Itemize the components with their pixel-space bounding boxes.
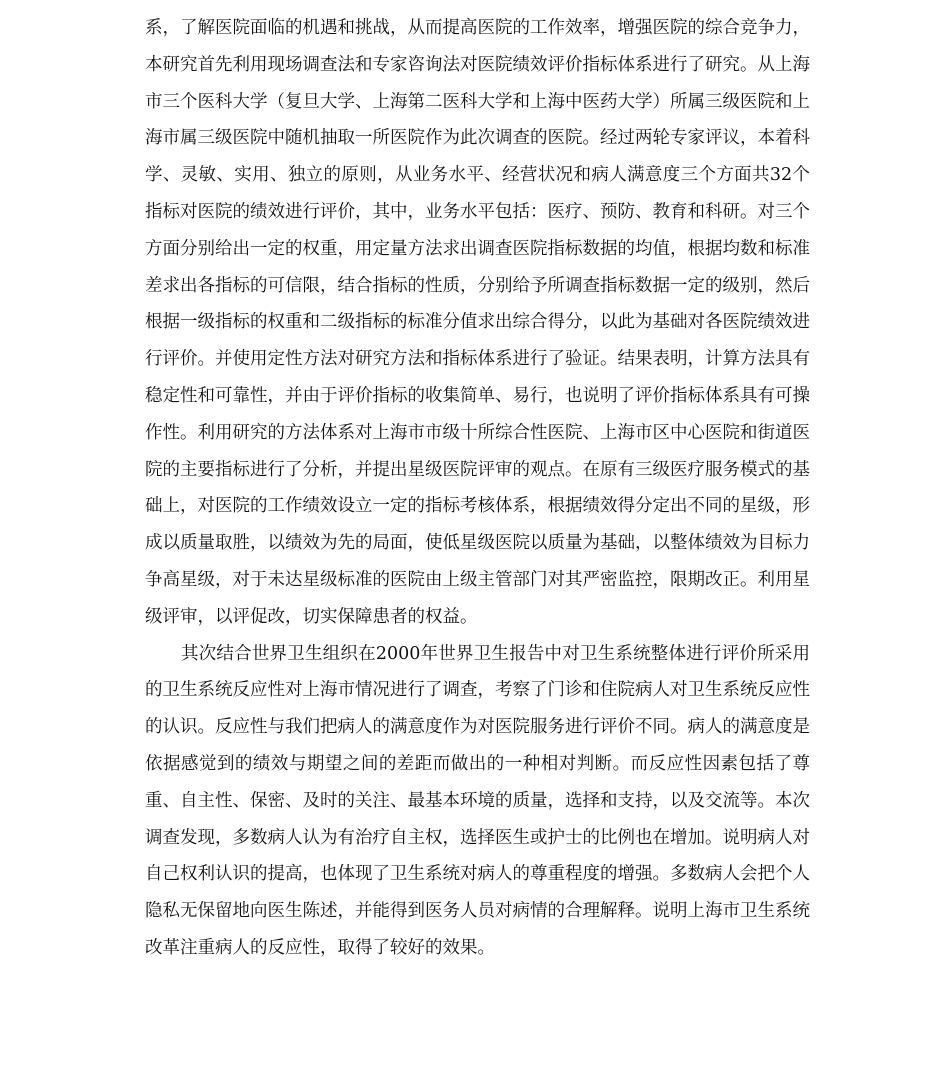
paragraph-continued: 系，了解医院面临的机遇和挑战，从而提高医院的工作效率，增强医院的综合竞争力，本研究首先利用现场调查法和专家咨询法对医院绩效评价指标体系进行了研究。从上海市三个医科大学（复旦大学、上海第二医科大学和上海中医药大学）所属三级医院和上海市属三级医院中随机抽取一所医院作为此次调查的医院。经过两轮专家评议，本着科学、灵敏、实用、独立的原则，从业务水平、经营状况和病人满意度三个方面共32个指标对医院的绩效进行评价，其中，业务水平包括：医疗、预防、教育和科研。对三个方面分别给出一定的权重，用定量方法求出调查医院指标数据的均值，根据均数和标准差求出各指标的可信限，结合指标的性质，分别给予所调查指标数据一定的级别，然后根据一级指标的权重和二级指标的标准分值求出综合得分，以此为基础对各医院绩效进行评价。并使用定性方法对研究方法和指标体系进行了验证。结果表明，计算方法具有稳定性和可靠性，并由于评价指标的收集简单、易行，也说明了评价指标体系具有可操作性。利用研究的方法体系对上海市市级十所综合性医院、上海市区中心医院和街道医院的主要指标进行了分析，并提出星级医院评审的观点。在原有三级医疗服务模式的基础上，对医院的工作绩效设立一定的指标考核体系，根据绩效得分定出不同的星级，形成以质量取胜，以绩效为先的局面，使低星级医院以质量为基础，以整体绩效为目标力争高星级，对于未达星级标准的医院由上级主管部门对其严密监控，限期改正。利用星级评审，以评促改，切实保障患者的权益。 [145, 18, 810, 627]
paragraph-responsiveness: 其次结合世界卫生组织在2000年世界卫生报告中对卫生系统整体进行评价所采用的卫生系统反应性对上海市情况进行了调查，考察了门诊和住院病人对卫生系统反应性的认识。反应性与我们把病人的满意度作为对医院服务进行评价不同。病人的满意度是依据感觉到的绩效与期望之间的差距而做出的一种相对判断。而反应性因素包括了尊重、自主性、保密、及时的关注、最基本环境的质量，选择和支持，以及交流等。本次调查发现，多数病人认为有治疗自主权，选择医生或护士的比例也在增加。说明病人对自己权利认识的提高，也体现了卫生系统对病人的尊重程度的增强。多数病人会把个人隐私无保留地向医生陈述，并能得到医务人员对病情的合理解释。说明上海市卫生系统改革注重病人的反应性，取得了较好的效果。 [145, 643, 810, 958]
document-page [145, 10, 810, 967]
